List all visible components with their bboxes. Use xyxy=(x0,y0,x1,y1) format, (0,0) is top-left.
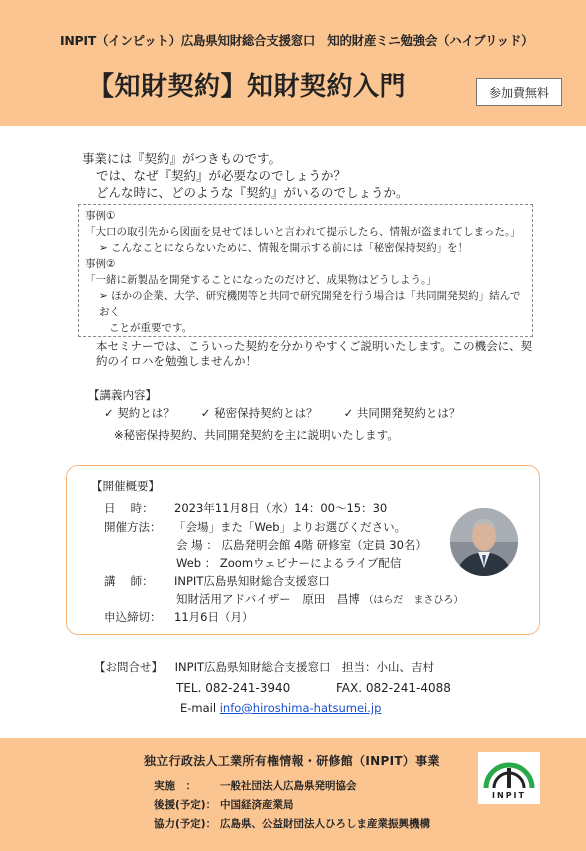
header-band xyxy=(0,0,586,126)
implementer-label: 実施 ： xyxy=(154,780,196,792)
lecture-topic-contract: ✓ 契約とは？ xyxy=(104,406,175,420)
page-title: 【知財契約】知財契約入門 xyxy=(88,72,407,102)
lecture-topics xyxy=(104,405,460,421)
support-value: 中国経済産業局 xyxy=(220,799,294,811)
lecturer-role xyxy=(176,591,463,607)
intro-line-3: どんな時に、どのような『契約』がいるのでしょうか。 xyxy=(96,185,409,200)
deadline-label: 申込締切： xyxy=(104,610,162,624)
case-2-label: 事例② xyxy=(85,258,116,270)
event-lecturer-row xyxy=(104,573,330,589)
event-date-row xyxy=(104,500,387,516)
case-1-text: 「大口の取引先から図面を見せてほしいと言われて提示したら、情報が盗まれてしまった。」 xyxy=(85,226,521,238)
lecture-note: ※秘密保持契約、共同開発契約を主に説明いたします。 xyxy=(114,428,399,442)
lecturer-photo xyxy=(450,508,518,576)
event-overview-heading: 【開催概要】 xyxy=(91,479,160,493)
email-link[interactable]: info@hiroshima-hatsumei.jp xyxy=(219,701,382,715)
case-2-advice-cont: ことが重要です。 xyxy=(109,322,193,334)
footer-cooperation xyxy=(154,816,430,831)
date-label: 日 時： xyxy=(104,501,154,515)
event-deadline-row xyxy=(104,609,253,625)
contact-org: INPIT広島県知財総合支援窓口 担当：小山、吉村 xyxy=(174,660,434,674)
seminar-description: 本セミナーでは、こういった契約を分かりやすくご説明いたします。この機会に、契約のイロハを勉強しませんか！ xyxy=(96,339,533,368)
intro-line-1: 事業には『契約』がつきものです。 xyxy=(82,151,282,166)
case-1-label: 事例① xyxy=(85,210,116,222)
contact-label: 【お問合せ】 xyxy=(94,660,163,674)
date-value: 2023年11月8日（水）14：00～15：30 xyxy=(174,501,388,515)
contact-row xyxy=(94,659,434,675)
cooperation-value: 広島県、公益財団法人ひろしま産業振興機構 xyxy=(220,818,430,830)
venue-value: 会 場 ： 広島発明会館 4階 研修室（定員 30名） xyxy=(176,538,427,552)
case-2-advice: ➢ ほかの企業、大学、研究機関等と共同で研究開発を行う場合は「共同開発契約」結んでおく xyxy=(99,290,521,318)
deadline-value: 11月6日（月） xyxy=(174,610,254,624)
lecture-topic-nda: ✓ 秘密保持契約とは？ xyxy=(200,406,318,420)
lecturer-label: 講 師： xyxy=(104,574,154,588)
support-label: 後援(予定)： xyxy=(154,799,217,811)
contact-fax: FAX. 082-241-4088 xyxy=(336,681,451,695)
contact-tel: TEL. 082-241-3940 xyxy=(176,681,291,695)
case-1-advice: ➢ こんなことにならないために、情報を開示する前には「秘密保持契約」を！ xyxy=(99,242,469,254)
cooperation-label: 協力(予定)： xyxy=(154,818,217,830)
intro-line-2: では、なぜ『契約』が必要なのでしょうか？ xyxy=(96,168,347,183)
event-subtitle: INPIT（インピット）広島県知財総合支援窓口 知的財産ミニ勉強会（ハイブリッド） xyxy=(60,33,534,48)
implementer-value: 一般社団法人広島県発明協会 xyxy=(220,780,357,792)
method-label: 開催方法： xyxy=(104,520,162,534)
email-label: E-mail xyxy=(180,701,217,715)
case-2-text: 「一緒に新製品を開発することになったのだけど、成果物はどうしよう。」 xyxy=(85,274,437,286)
case-examples-box xyxy=(78,204,533,337)
lecture-topic-joint-dev: ✓ 共同開発契約とは？ xyxy=(343,406,461,420)
inpit-logo xyxy=(478,752,540,804)
lecturer-value: INPIT広島県知財総合支援窓口 xyxy=(174,574,330,588)
free-admission-badge: 参加費無料 xyxy=(476,78,562,106)
web-value: Web ： Zoomウェビナーによるライブ配信 xyxy=(176,556,402,570)
method-value: 「会場」また「Web」よりお選びください。 xyxy=(174,520,407,534)
footer-title: 独立行政法人工業所有権情報・研修館（INPIT）事業 xyxy=(144,754,440,768)
lecturer-name: 知財活用アドバイザー 原田 昌博 xyxy=(176,592,360,606)
lecturer-reading: （はらだ まさひろ） xyxy=(363,595,464,606)
lecture-heading: 【講義内容】 xyxy=(88,388,157,402)
contact-email-row xyxy=(180,701,381,715)
logo-text: INPIT xyxy=(492,791,526,800)
footer-support xyxy=(154,797,294,812)
footer-implementer xyxy=(154,778,357,793)
intro-text xyxy=(82,150,409,201)
event-method-row xyxy=(104,519,406,535)
